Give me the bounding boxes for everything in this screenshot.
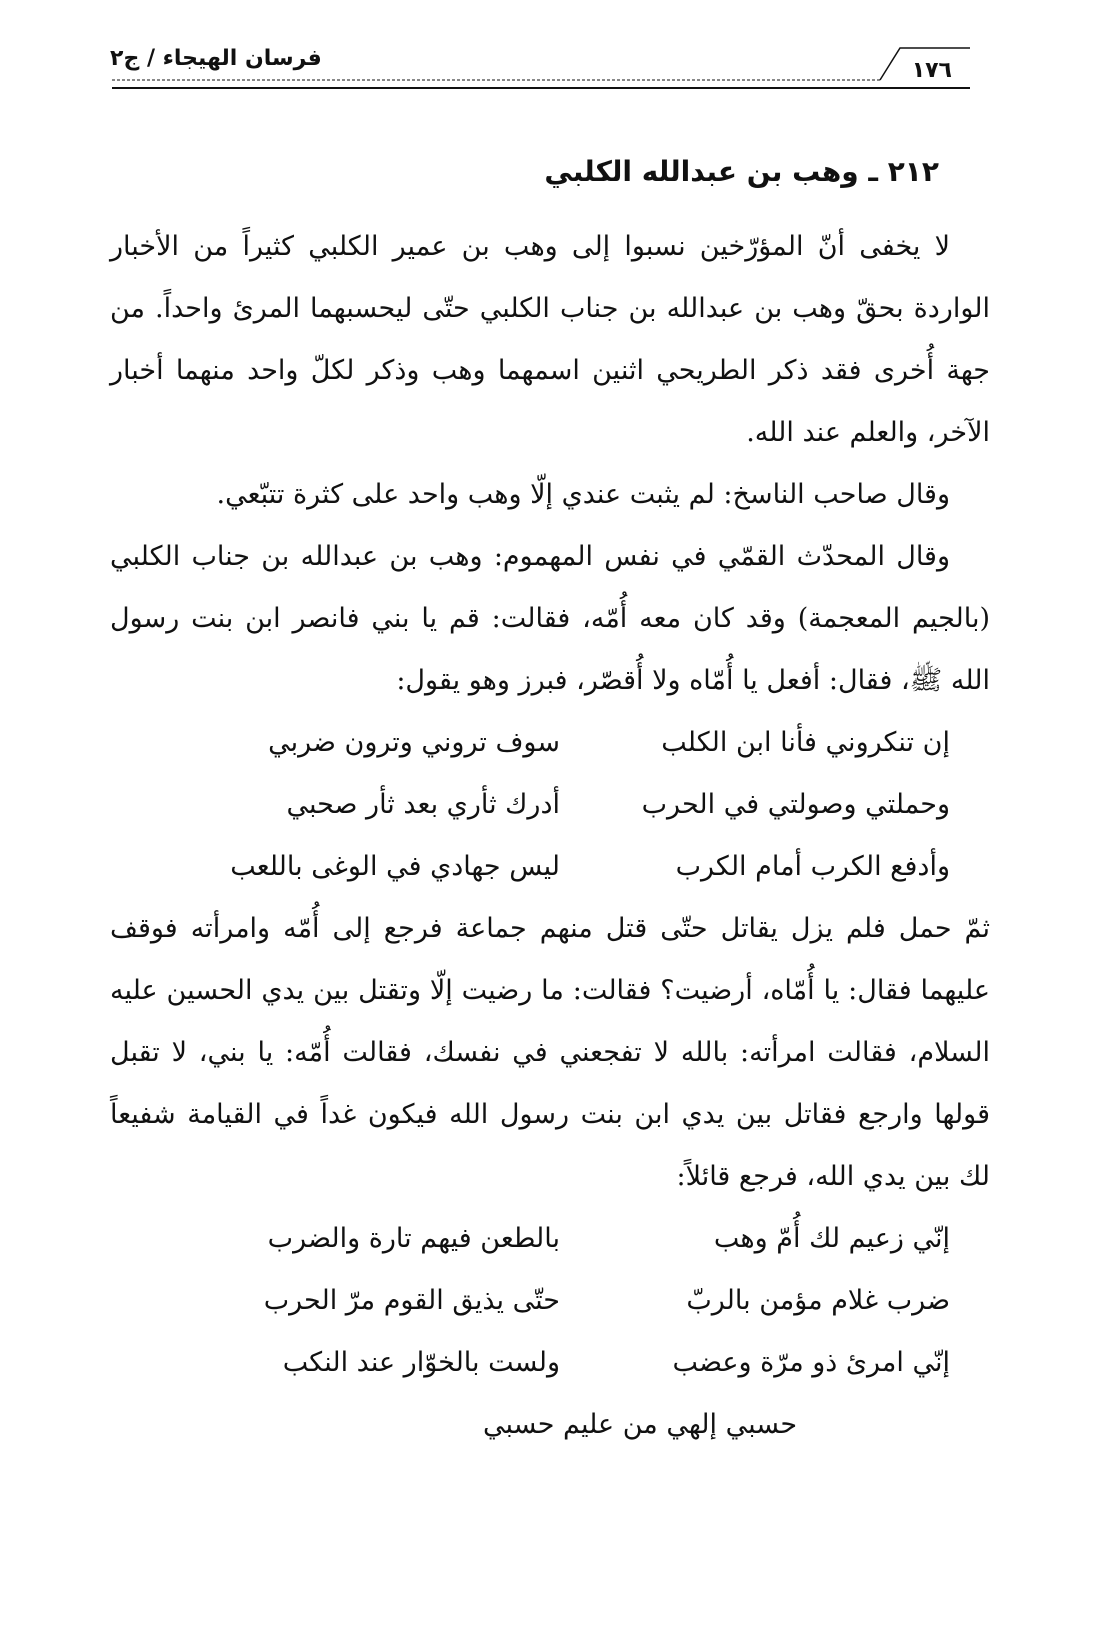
verse-line <box>110 712 990 774</box>
poem-2 <box>110 1208 990 1456</box>
hemistich-second: ليس جهادي في الوغى باللعب <box>230 851 560 882</box>
hemistich-second: أدرك ثأري بعد ثأر صحبي <box>286 789 560 820</box>
hemistich-first: إنّي امرئ ذو مرّة وعضب <box>672 1347 950 1378</box>
hemistich-second: بالطعن فيهم تارة والضرب <box>267 1223 560 1254</box>
paragraph-2: وقال صاحب الناسخ: لم يثبت عندي إلّا وهب واحد على كثرة تتبّعي. <box>216 479 950 510</box>
hemistich-first: وأدفع الكرب أمام الكرب <box>675 851 950 882</box>
main-text <box>110 216 990 1456</box>
poem-closing-line: حسبي إلهي من عليم حسبي <box>482 1409 798 1440</box>
hemistich-first: إنّي زعيم لك أُمّ وهب <box>713 1223 950 1254</box>
paragraph-3: وقال المحدّث القمّي في نفس المهموم: وهب بن عبدالله بن جناب الكلبي (بالجيم المعجمة) وقد كان معه أُمّه، فقالت: قم يا بني فانصر ابن بنت رسول الله ﷺ، فقال: أفعل يا أُمّاه ولا أُقصّر، فبرز وهو يقول: <box>110 541 990 696</box>
hemistich-first: وحملتي وصولتي في الحرب <box>641 789 950 820</box>
hemistich-second: حتّى يذيق القوم مرّ الحرب <box>263 1285 560 1316</box>
verse-line <box>110 1332 990 1394</box>
hemistich-first: ضرب غلام مؤمن بالربّ <box>686 1285 950 1316</box>
verse-line <box>110 836 990 898</box>
hemistich-second: سوف تروني وترون ضربي <box>268 727 560 758</box>
section-heading: ٢١٢ ـ وهب بن عبدالله الكلبي <box>544 155 939 188</box>
paragraph-1: لا يخفى أنّ المؤرّخين نسبوا إلى وهب بن عمير الكلبي كثيراً من الأخبار الواردة بحقّ وهب بن عبدالله بن جناب الكلبي حتّى ليحسبهما المرئ واحداً. من جهة أُخرى فقد ذكر الطريحي اثنين اسمهما وهب وذكر لكلّ واحد منهما أخبار الآخر، والعلم عند الله. <box>110 231 990 448</box>
hemistich-first: إن تنكروني فأنا ابن الكلب <box>661 727 950 758</box>
page-number: ١٧٦ <box>911 58 952 83</box>
verse-line <box>110 774 990 836</box>
running-title: فرسان الهيجاء / ج٢ <box>110 46 322 71</box>
paragraph-4: ثمّ حمل فلم يزل يقاتل حتّى قتل منهم جماعة فرجع إلى أُمّه وامرأته فوقف عليهما فقال: يا أُمّاه، أرضيت؟ فقالت: ما رضيت إلّا وتقتل بين يدي الحسين عليه السلام، فقالت امرأته: بالله لا تفجعني في نفسك، فقالت أُمّه: يا بني، لا تقبل قولها وارجع فقاتل بين يدي ابن بنت رسول الله فيكون غداً في القيامة شفيعاً لك بين يدي الله، فرجع قائلاً: <box>110 913 990 1192</box>
poem-1 <box>110 712 990 898</box>
hemistich-second: ولست بالخوّار عند النكب <box>282 1347 560 1378</box>
verse-line <box>110 1208 990 1270</box>
verse-line <box>110 1270 990 1332</box>
